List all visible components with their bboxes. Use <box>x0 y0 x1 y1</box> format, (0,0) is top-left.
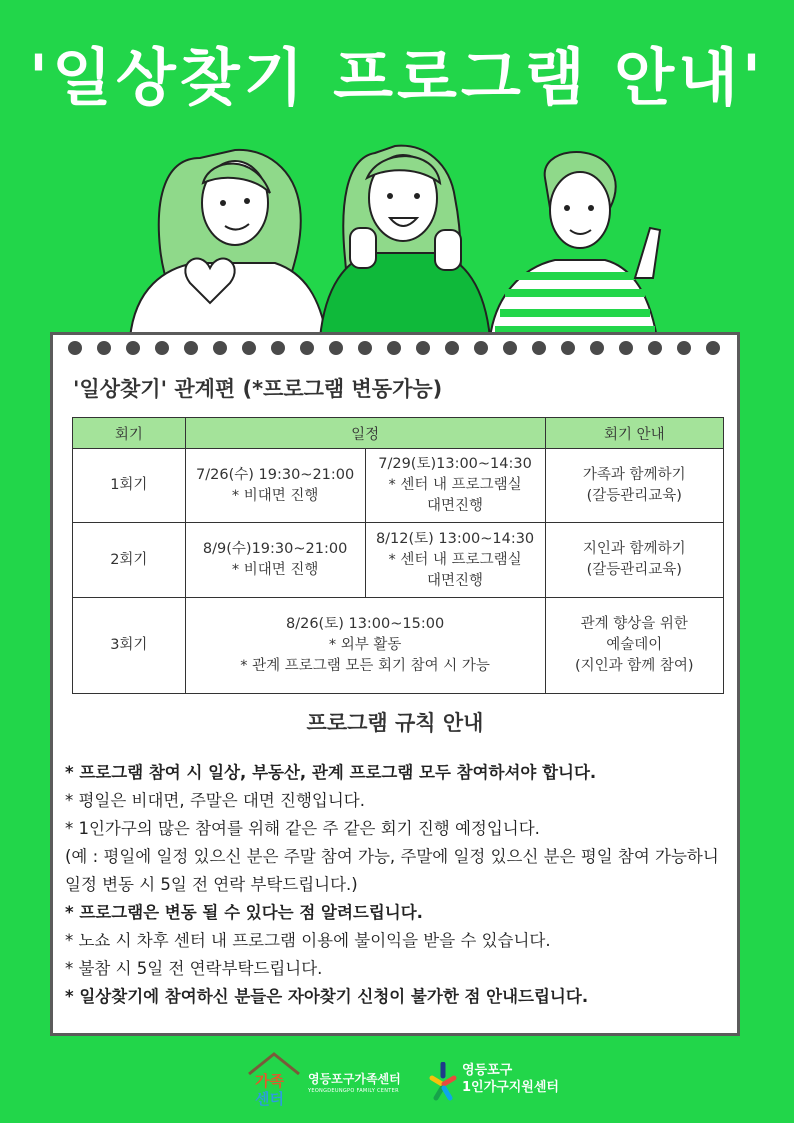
schedule-line: 7/26(수) 19:30~21:00 <box>196 466 355 483</box>
section-title: '일상찾기' 관계편 (*프로그램 변동가능) <box>73 377 443 401</box>
rules-list <box>65 759 735 1011</box>
session-cell: 1회기 <box>73 449 186 523</box>
logo1-mark-bottom: 센터 <box>255 1090 284 1106</box>
session-cell: 2회기 <box>73 523 186 598</box>
page-title: '일상찾기 프로그램 안내' <box>28 41 766 114</box>
table-row <box>73 449 724 523</box>
rule-item: (예 : 평일에 일정 있으신 분은 주말 참여 가능, 주말에 일정 있으신 분은 평일 참여 가능하니 일정 변동 시 5일 전 연락 부탁드립니다.) <box>65 847 719 894</box>
table-row <box>73 598 724 694</box>
schedule-line: 8/12(토) 13:00~14:30 <box>375 530 535 547</box>
ring <box>300 341 314 355</box>
three-people-illustration <box>105 138 705 338</box>
ring <box>97 341 111 355</box>
rule-item: * 1인가구의 많은 참여를 위해 같은 주 같은 회기 진행 예정입니다. <box>65 819 540 838</box>
ring <box>706 341 720 355</box>
schedule-line: 대면진행 <box>427 572 484 589</box>
ring <box>387 341 401 355</box>
single-household-label <box>462 1062 559 1096</box>
single-household-line: 1인가구지원센터 <box>462 1080 559 1095</box>
family-center-english: YEONGDEUNGPO FAMILY CENTER <box>308 1088 399 1094</box>
ring <box>68 341 82 355</box>
rule-item: * 노쇼 시 차후 센터 내 프로그램 이용에 불이익을 받을 수 있습니다. <box>65 931 551 950</box>
rule-item: * 프로그램 참여 시 일상, 부동산, 관계 프로그램 모두 참여하셔야 합니다. <box>65 763 597 782</box>
guide-line: 예술데이 <box>606 637 663 653</box>
guide-cell <box>545 598 723 694</box>
schedule-line: * 비대면 진행 <box>231 562 319 578</box>
schedule-cell <box>185 449 365 523</box>
ring <box>184 341 198 355</box>
ring <box>155 341 169 355</box>
schedule-line: 8/26(토) 13:00~15:00 <box>285 616 445 632</box>
rule-item: * 일상찾기에 참여하신 분들은 자아찾기 신청이 불가한 점 안내드립니다. <box>65 987 589 1006</box>
schedule-line: * 외부 활동 <box>328 637 402 653</box>
schedule-line: * 센터 내 프로그램실 <box>388 551 522 568</box>
single-household-logo <box>428 1062 458 1102</box>
ring <box>503 341 517 355</box>
guide-cell <box>545 523 723 598</box>
family-center-label <box>308 1070 401 1094</box>
ring <box>532 341 546 355</box>
ring <box>126 341 140 355</box>
ring <box>416 341 430 355</box>
schedule-cell <box>365 449 545 523</box>
schedule-cell <box>185 523 365 598</box>
rule-item: * 프로그램은 변동 될 수 있다는 점 알려드립니다. <box>65 903 423 922</box>
schedule-line: 7/29(토)13:00~14:30 <box>378 456 532 472</box>
ring <box>590 341 604 355</box>
guide-line: 관계 향상을 위한 <box>580 616 688 632</box>
ring <box>358 341 372 355</box>
table-row <box>73 523 724 598</box>
rules-title: 프로그램 규칙 안내 <box>306 711 484 735</box>
ring <box>648 341 662 355</box>
guide-line: (지인과 함께 참여) <box>574 658 694 674</box>
schedule-cell <box>185 598 545 694</box>
ring <box>242 341 256 355</box>
ring <box>329 341 343 355</box>
single-household-line: 영등포구 <box>462 1063 513 1078</box>
guide-line: 가족과 함께하기 <box>582 466 686 483</box>
header-guide: 회기 안내 <box>545 418 723 449</box>
notepad-panel <box>50 332 740 1036</box>
family-center-name: 영등포구가족센터 <box>308 1072 401 1086</box>
header-session: 회기 <box>73 418 186 449</box>
schedule-cell <box>365 523 545 598</box>
ring <box>677 341 691 355</box>
rule-item: * 불참 시 5일 전 연락부탁드립니다. <box>65 959 323 978</box>
guide-line: 지인과 함께하기 <box>582 541 686 557</box>
footer-logos <box>240 1048 600 1108</box>
guide-line: (갈등관리교육) <box>586 562 682 578</box>
schedule-line: 8/9(수)19:30~21:00 <box>202 541 348 557</box>
schedule-table <box>72 417 724 694</box>
ring <box>474 341 488 355</box>
guide-cell <box>545 449 723 523</box>
ring <box>619 341 633 355</box>
spiral-rings <box>53 341 737 363</box>
guide-line: (갈등관리교육) <box>586 487 682 504</box>
schedule-line: * 센터 내 프로그램실 <box>388 477 522 493</box>
ring <box>561 341 575 355</box>
table-header-row <box>73 418 724 449</box>
rule-item: * 평일은 비대면, 주말은 대면 진행입니다. <box>65 791 365 810</box>
family-center-logo <box>245 1050 303 1106</box>
ring <box>271 341 285 355</box>
header-schedule: 일정 <box>185 418 545 449</box>
session-cell: 3회기 <box>73 598 186 694</box>
logo1-mark-top: 가족 <box>255 1072 284 1090</box>
ring <box>213 341 227 355</box>
schedule-line: 대면진행 <box>427 498 484 514</box>
schedule-line: * 비대면 진행 <box>231 487 319 504</box>
schedule-line: * 관계 프로그램 모든 회기 참여 시 가능 <box>240 658 490 674</box>
ring <box>445 341 459 355</box>
